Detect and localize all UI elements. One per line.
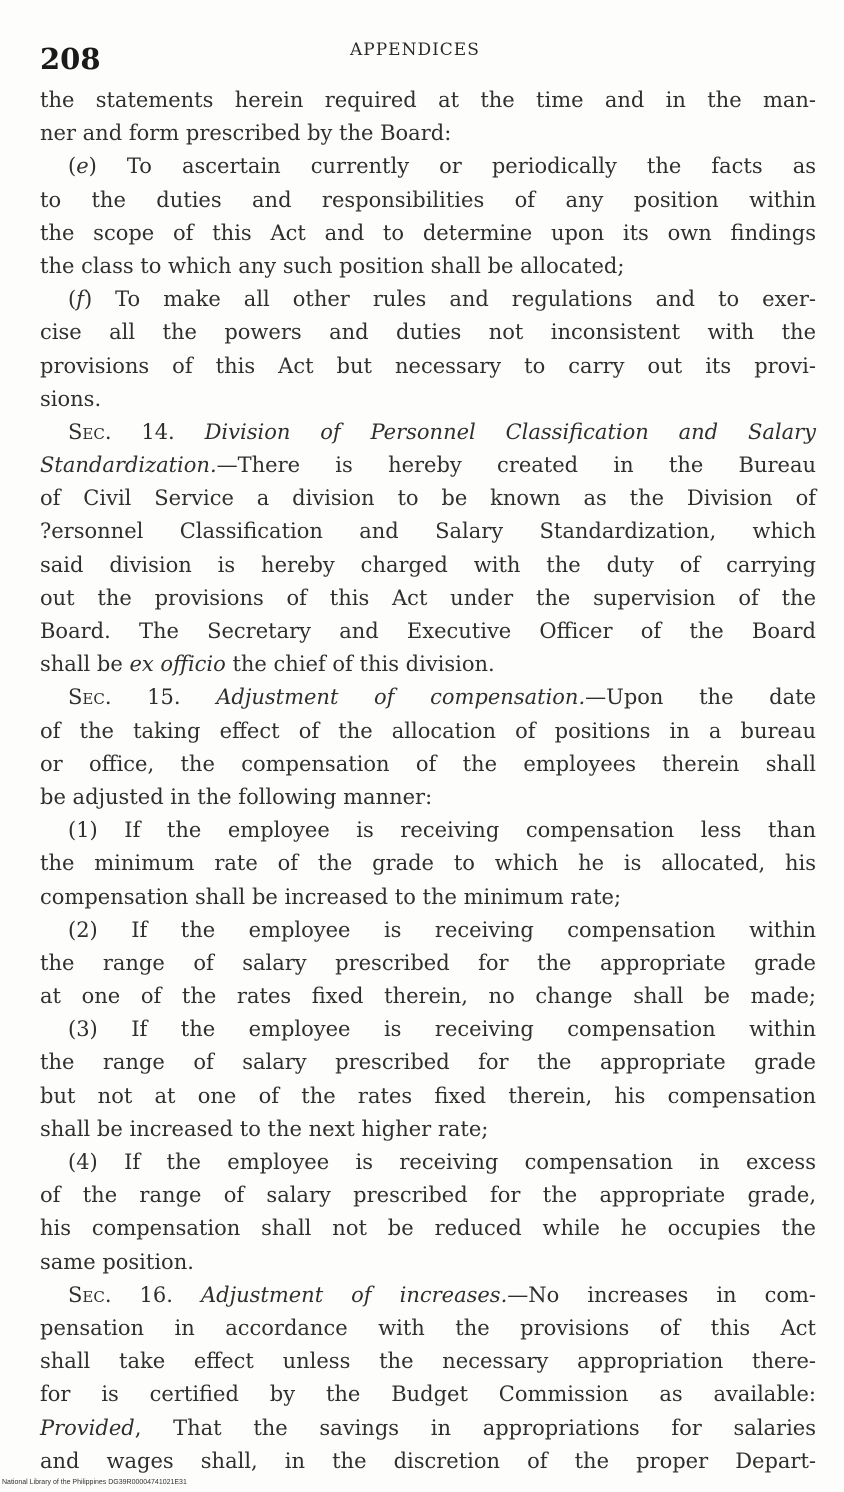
text-run: out the provisions of this Act under the supervision of the [40, 585, 816, 610]
text-line [40, 1013, 816, 1046]
text-run: to the duties and responsibilities of any position within [40, 187, 816, 212]
text-line [40, 980, 816, 1013]
text-run: but not at one of the rates fixed therein, his compensation [40, 1083, 816, 1108]
text-line [40, 150, 816, 183]
text-line [40, 715, 816, 748]
text-line [40, 1179, 816, 1212]
text-line [40, 350, 816, 383]
text-line [40, 1312, 816, 1345]
text-line [40, 648, 816, 681]
text-run: Board. The Secretary and Executive Officer of the Board [40, 619, 816, 643]
text-line [40, 117, 816, 150]
text-line [40, 1212, 816, 1245]
text-run: (3) If the employee is receiving compensation within [68, 1017, 816, 1042]
text-line [40, 1412, 816, 1445]
running-title: APPENDICES [350, 40, 480, 60]
text-line [40, 383, 816, 416]
text-run: or office, the compensation of the employees therein shall [40, 751, 816, 776]
text-line [40, 1080, 816, 1113]
text-run: the range of salary prescribed for the appropriate grade [40, 950, 816, 975]
text-line [40, 681, 816, 714]
text-line [40, 748, 816, 781]
text-run: Standardization. [40, 453, 217, 478]
text-line [40, 781, 816, 814]
text-run: ) To ascertain currently or periodically the facts as [88, 154, 816, 179]
text-run: shall be increased to the next higher rate; [40, 1116, 489, 1141]
text-run: shall be [40, 652, 130, 677]
text-run: e [76, 154, 89, 179]
text-run: said division is hereby charged with the duty of carrying [40, 552, 816, 577]
text-run: for is certified by the Budget Commission as available: [40, 1382, 816, 1407]
text-run: the statements herein required at the time and in the man- [40, 88, 816, 112]
text-line [40, 947, 816, 980]
text-line [40, 316, 816, 349]
text-run: (4) If the employee is receiving compensation in excess [68, 1150, 816, 1174]
text-line [40, 582, 816, 615]
text-run: Sec. 15. [68, 685, 181, 710]
text-run: —No increases in com- [507, 1282, 817, 1307]
text-line [40, 184, 816, 217]
text-run [173, 1283, 201, 1307]
text-run: —Upon the date [585, 685, 816, 710]
text-run: Sec. 16. [68, 1282, 173, 1307]
text-run: (2) If the employee is receiving compensation within [68, 917, 816, 942]
body-text [40, 84, 816, 1478]
text-run: and wages shall, in the discretion of the proper Depart- [40, 1448, 816, 1473]
text-line [40, 1345, 816, 1378]
text-run: (1) If the employee is receiving compensation less than [68, 818, 816, 843]
text-line [40, 283, 816, 316]
text-line [40, 1113, 816, 1146]
text-run: of Civil Service a division to be known as the Division of [40, 486, 816, 511]
text-run: f [76, 287, 84, 312]
text-run [175, 420, 205, 444]
text-line [40, 847, 816, 880]
text-line [40, 416, 816, 449]
text-run: ?ersonnel Classification and Salary Standardization, which [40, 519, 816, 544]
text-run: Adjustment of compensation. [216, 685, 586, 710]
text-run: ( [68, 154, 77, 179]
text-line [40, 881, 816, 914]
text-run: —There is hereby created in the Bureau [216, 453, 816, 478]
text-run: Sec. 14. [68, 419, 175, 444]
text-run: ( [68, 287, 77, 312]
text-line [40, 1246, 816, 1279]
text-run: of the range of salary prescribed for the appropriate grade, [40, 1183, 816, 1208]
text-run: ) To make all other rules and regulations and to exer- [83, 287, 816, 312]
text-run: sions. [40, 386, 102, 411]
text-run: compensation shall be increased to the minimum rate; [40, 884, 622, 909]
text-run: the chief of this division. [225, 652, 495, 677]
text-run: his compensation shall not be reduced while he occupies the [40, 1216, 816, 1241]
text-run: the class to which any such position shall be allocated; [40, 253, 625, 278]
text-line [40, 1378, 816, 1411]
text-run: provisions of this Act but necessary to carry out its provi- [40, 353, 816, 378]
text-run: same position. [40, 1249, 194, 1274]
text-run: ner and form prescribed by the Board: [40, 121, 452, 146]
text-run: of the taking effect of the allocation of positions in a bureau [40, 718, 816, 743]
text-line [40, 1445, 816, 1478]
text-run: at one of the rates fixed therein, no change shall be made; [40, 984, 816, 1009]
text-run [181, 685, 217, 709]
page-number: 208 [40, 42, 101, 76]
text-line [40, 814, 816, 847]
text-line [40, 84, 816, 117]
text-run: Provided [40, 1415, 135, 1440]
text-line [40, 615, 816, 648]
text-line [40, 1279, 816, 1312]
text-run: Adjustment of increases. [200, 1282, 508, 1307]
text-line [40, 914, 816, 947]
text-line [40, 515, 816, 548]
text-run: , That the savings in appropriations for salaries [134, 1415, 816, 1440]
text-run: Division of Personnel Classification and Salary [204, 419, 816, 444]
text-run: the scope of this Act and to determine upon its own findings [40, 220, 816, 245]
text-run: pensation in accordance with the provisions of this Act [40, 1315, 816, 1340]
text-line [40, 482, 816, 515]
text-line [40, 1146, 816, 1179]
text-run: ex officio [129, 652, 226, 677]
text-run: cise all the powers and duties not inconsistent with the [40, 320, 816, 345]
text-line [40, 1046, 816, 1079]
footer-source-line: National Library of the Philippines DG39R00004741021E31 [2, 1479, 187, 1486]
text-line [40, 549, 816, 582]
text-run: the range of salary prescribed for the appropriate grade [40, 1050, 816, 1075]
text-run: the minimum rate of the grade to which he is allocated, his [40, 851, 816, 876]
text-line [40, 217, 816, 250]
text-line [40, 250, 816, 283]
text-run: be adjusted in the following manner: [40, 784, 433, 809]
text-line [40, 449, 816, 482]
text-run: shall take effect unless the necessary appropriation there- [40, 1349, 816, 1374]
